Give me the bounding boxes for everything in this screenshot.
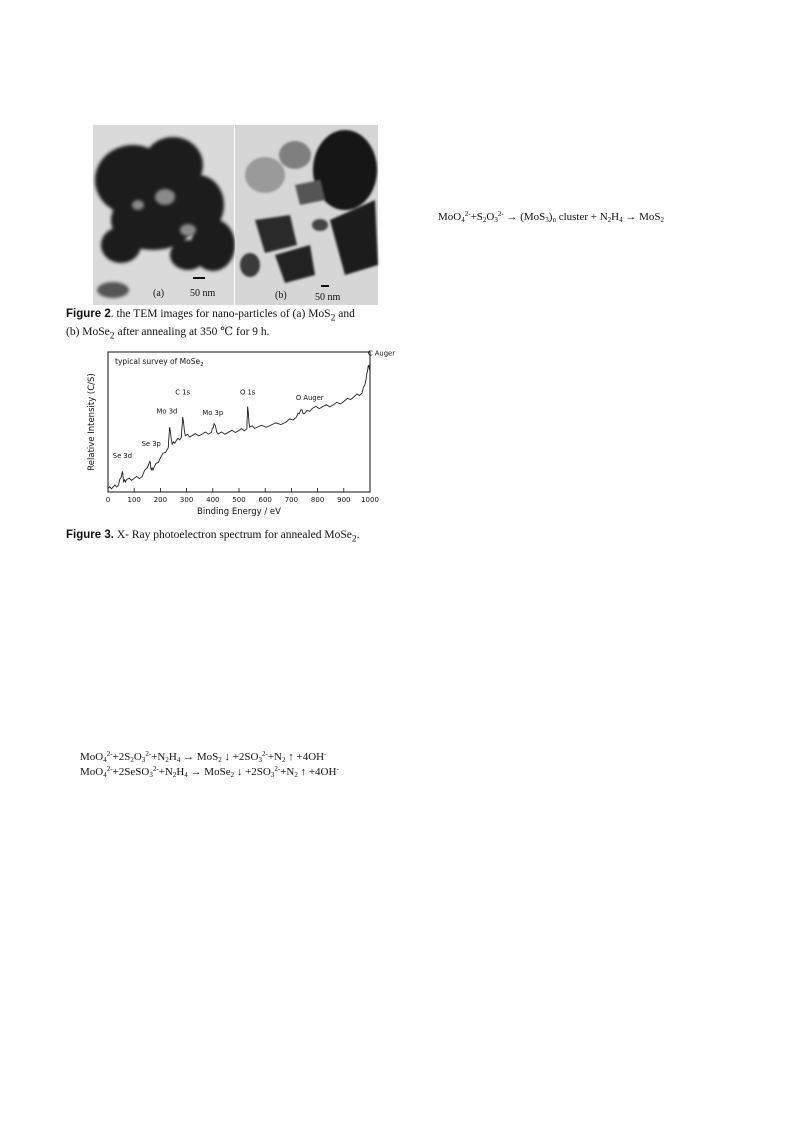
scale-label-b: 50 nm: [315, 292, 341, 303]
eq2-part-7: 2-: [145, 750, 152, 758]
eq2-part-4: 2: [130, 756, 134, 764]
peak-label: Se 3p: [141, 439, 161, 448]
eq1-part-17: 2: [660, 216, 665, 224]
x-tick-label: 1000: [361, 496, 379, 504]
eq2-part-20: -: [324, 750, 327, 758]
figure2-caption-line2a: (b) MoSe: [66, 326, 110, 339]
x-axis-label: Binding Energy / eV: [197, 507, 281, 517]
eq3-part-5: 2-: [152, 765, 159, 773]
x-tick-label: 400: [206, 496, 220, 504]
eq2-part-8: +N: [151, 751, 166, 763]
peak-label: Mo 3p: [202, 409, 224, 418]
x-tick-label: 200: [153, 496, 168, 504]
eq3-part-9: 4: [184, 771, 188, 779]
x-tick-label: 0: [105, 496, 111, 504]
eq3-part-11: 2: [230, 771, 235, 779]
eq1-part-9: 3: [545, 216, 549, 224]
spectrum-line: [108, 365, 370, 488]
eq2-part-16: 2-: [261, 750, 268, 758]
eq3-part-13: 3: [270, 771, 275, 779]
eq1-part-15: 4: [619, 216, 623, 224]
eq1-part-4: 2: [482, 216, 487, 224]
equation-1: [438, 210, 664, 224]
eq2-part-17: +N: [267, 751, 282, 763]
xps-chart: [80, 348, 396, 528]
figure2-caption-sub1: 2: [330, 312, 336, 324]
figure3-caption: [66, 528, 386, 546]
eq2-part-9: 2: [165, 756, 169, 764]
figure3-caption-text: X- Ray photoelectron spectrum for annealed MoSe: [113, 529, 352, 541]
panel-b-label: (b): [275, 290, 287, 301]
xps-chart-svg: [80, 348, 396, 528]
eq1-part-3: +S: [470, 211, 483, 223]
eq3-part-16: 2: [294, 771, 298, 779]
eq1-part-11: n: [552, 216, 556, 224]
y-axis-label: Relative Intensity (C/S): [87, 373, 97, 471]
peak-label: Se 3d: [112, 451, 133, 460]
eq3-part-3: +2SeSO: [112, 766, 150, 778]
eq2-part-18: 2: [281, 756, 286, 764]
eq1-part-12: cluster + N: [555, 211, 608, 223]
figure2-caption-line1-end: and: [335, 308, 355, 320]
peak-label: C 1s: [175, 388, 191, 397]
equation-3: [80, 765, 339, 779]
figure3-caption-end: .: [356, 529, 360, 541]
scale-bar-a: [193, 277, 205, 279]
eq2-part-19: ↑ +4OH: [285, 751, 325, 763]
eq1-part-6: 3: [494, 216, 498, 224]
eq1-part-5: O: [486, 211, 495, 223]
eq1-part-2: 2-: [464, 210, 471, 218]
eq3-part-4: 3: [149, 771, 153, 779]
eq3-part-15: +N: [280, 766, 295, 778]
eq2-part-1: 4: [103, 756, 107, 764]
peak-label: O 1s: [239, 388, 256, 397]
eq2-part-2: 2-: [106, 750, 113, 758]
eq2-part-12: → MoS: [180, 751, 219, 763]
figure3-caption-label: Figure 3.: [66, 529, 114, 541]
eq2-part-3: +2S: [112, 751, 131, 763]
eq2-part-13: 2: [218, 756, 222, 764]
eq1-part-16: → MoS: [622, 211, 661, 223]
x-tick-label: 100: [127, 496, 141, 504]
tem-image-a: [93, 125, 234, 305]
eq3-part-1: 4: [103, 771, 107, 779]
scale-bar-b: [321, 285, 329, 287]
figure2-caption-sub2: 2: [109, 330, 115, 342]
equation-2: [80, 750, 326, 764]
x-tick-label: 600: [258, 496, 272, 504]
x-tick-label: 700: [284, 496, 299, 504]
x-tick-label: 900: [337, 496, 351, 504]
eq3-part-10: → MoSe: [187, 766, 231, 778]
peak-label: Mo 3d: [156, 407, 178, 416]
panel-a-label: (a): [153, 288, 165, 299]
eq2-part-6: 3: [141, 756, 146, 764]
eq3-part-0: MoO: [80, 766, 104, 778]
figure2-caption: [66, 307, 386, 344]
eq1-part-8: → (MoS: [503, 211, 546, 223]
eq1-part-0: MoO: [438, 211, 462, 223]
scale-label-a: 50 nm: [190, 288, 216, 299]
eq2-part-5: O: [133, 751, 142, 763]
chart-title: typical survey of MoSe$_2$: [115, 357, 204, 368]
eq1-part-7: 2-: [497, 210, 504, 218]
plot-frame: [108, 352, 370, 492]
eq2-part-15: 3: [258, 756, 262, 764]
eq1-part-10: ): [548, 211, 553, 223]
eq2-part-11: 4: [176, 756, 181, 764]
eq3-part-2: 2-: [106, 765, 113, 773]
eq3-part-14: 2-: [274, 765, 281, 773]
tem-image-b: [235, 125, 378, 305]
x-tick-label: 300: [179, 496, 194, 504]
figure2-caption-line1: . the TEM images for nano-particles of (a) MoS: [110, 308, 331, 320]
eq3-part-12: ↓ +2SO: [234, 766, 271, 778]
x-tick-label: 500: [232, 496, 246, 504]
figure2-caption-label: Figure 2: [66, 308, 111, 320]
eq2-part-10: H: [168, 751, 177, 763]
figure3-caption-sub: 2: [351, 533, 357, 545]
eq2-part-14: ↓ +2SO: [221, 751, 259, 763]
peak-label: O Auger: [295, 393, 324, 402]
eq1-part-14: H: [611, 211, 620, 223]
eq1-part-1: 4: [461, 216, 465, 224]
eq3-part-7: 2: [172, 771, 177, 779]
tem-figure: [93, 125, 378, 305]
eq2-part-0: MoO: [80, 751, 104, 763]
eq1-part-13: 2: [607, 216, 612, 224]
eq3-part-17: ↑ +4OH: [297, 766, 337, 778]
eq3-part-6: +N: [158, 766, 173, 778]
eq3-part-8: H: [176, 766, 185, 778]
x-tick-label: 800: [310, 496, 325, 504]
eq3-part-18: -: [336, 765, 339, 773]
peak-label: C Auger: [367, 349, 396, 358]
figure2-caption-line2b: after annealing at 350 ℃ for 9 h.: [114, 326, 270, 339]
